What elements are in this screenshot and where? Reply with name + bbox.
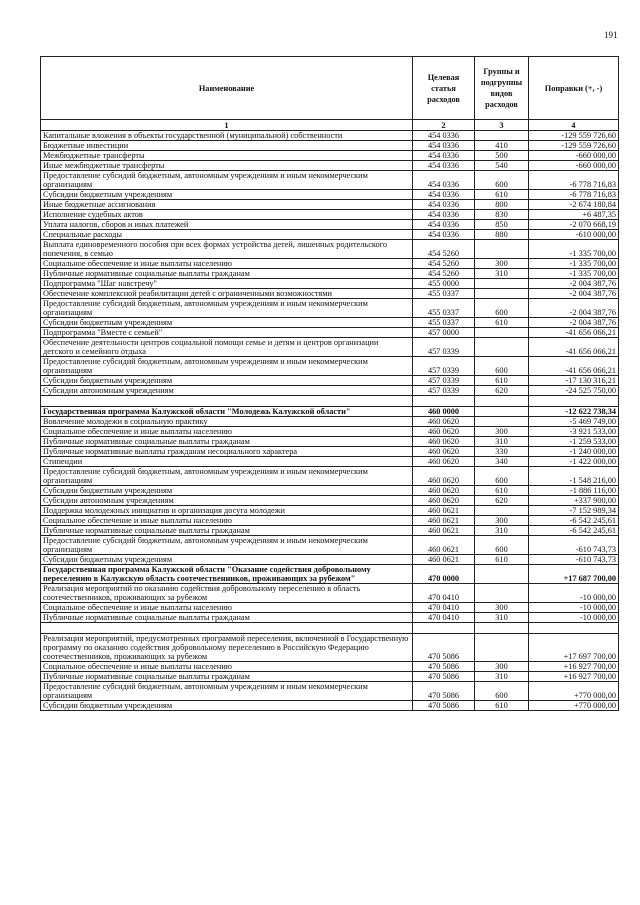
- row-expense-group: 610: [475, 486, 529, 496]
- row-amount: -3 921 533,00: [529, 427, 619, 437]
- row-amount: -2 004 387,76: [529, 289, 619, 299]
- row-amount: -1 335 700,00: [529, 269, 619, 279]
- row-name: Межбюджетные трансферты: [41, 151, 413, 161]
- row-target-code: 470 5086: [413, 634, 475, 662]
- table-row: [41, 141, 619, 151]
- row-expense-group: 310: [475, 526, 529, 536]
- row-amount: +16 927 700,00: [529, 662, 619, 672]
- row-amount: -12 622 738,34: [529, 407, 619, 417]
- row-target-code: 460 0620: [413, 427, 475, 437]
- row-target-code: 470 5086: [413, 662, 475, 672]
- table-row: [41, 634, 619, 662]
- row-amount: -41 656 066,21: [529, 357, 619, 376]
- row-amount: -129 559 726,60: [529, 131, 619, 141]
- row-name: Выплата единовременного пособия при всех формах устройства детей, лишенных родительского попечения, в семью: [41, 240, 413, 259]
- row-expense-group: [475, 328, 529, 338]
- row-name: Социальное обеспечение и иные выплаты населению: [41, 662, 413, 672]
- row-name: Вовлечение молодежи в социальную практику: [41, 417, 413, 427]
- row-name: Субсидии автономным учреждениям: [41, 386, 413, 396]
- table-row: [41, 151, 619, 161]
- row-target-code: 460 0000: [413, 407, 475, 417]
- row-amount: -41 656 066,21: [529, 328, 619, 338]
- row-expense-group: 600: [475, 467, 529, 486]
- row-expense-group: 600: [475, 299, 529, 318]
- row-name: Субсидии бюджетным учреждениям: [41, 376, 413, 386]
- table-row: [41, 357, 619, 376]
- table-body: [41, 131, 619, 711]
- row-amount: -10 000,00: [529, 584, 619, 603]
- table-row: [41, 467, 619, 486]
- budget-amendments-table: [40, 56, 619, 711]
- row-expense-group: [475, 565, 529, 584]
- row-amount: -2 004 387,76: [529, 299, 619, 318]
- row-name: Подпрограмма "Вместе с семьей": [41, 328, 413, 338]
- row-target-code: 454 5260: [413, 259, 475, 269]
- row-amount: -2 070 668,19: [529, 220, 619, 230]
- row-amount: -6 778 716,83: [529, 171, 619, 190]
- row-target-code: 454 0336: [413, 141, 475, 151]
- table-row: [41, 338, 619, 357]
- row-amount: -1 240 000,00: [529, 447, 619, 457]
- row-expense-group: 500: [475, 151, 529, 161]
- row-target-code: 457 0000: [413, 328, 475, 338]
- header-col-number: 1: [41, 120, 413, 131]
- row-name: Подпрограмма "Шаг навстречу": [41, 279, 413, 289]
- table-row: [41, 682, 619, 701]
- row-amount: -17 130 316,21: [529, 376, 619, 386]
- row-name: Стипендии: [41, 457, 413, 467]
- row-target-code: 460 0620: [413, 486, 475, 496]
- row-amount: -6 778 716,83: [529, 190, 619, 200]
- table-row: [41, 230, 619, 240]
- row-expense-group: 330: [475, 447, 529, 457]
- row-name: Публичные нормативные социальные выплаты гражданам: [41, 613, 413, 623]
- table-row: [41, 506, 619, 516]
- row-target-code: 454 0336: [413, 220, 475, 230]
- row-amount: -2 004 387,76: [529, 279, 619, 289]
- row-target-code: 460 0621: [413, 555, 475, 565]
- row-name: Реализация мероприятий, предусмотренных программой переселения, включенной в Государственную программу по оказанию содействия добровольному переселению в Российскую Федерацию соотечественников, проживающих за рубежом: [41, 634, 413, 662]
- row-target-code: 454 0336: [413, 151, 475, 161]
- row-amount: -6 542 245,61: [529, 526, 619, 536]
- row-amount: -1 335 700,00: [529, 259, 619, 269]
- row-amount: -1 886 116,00: [529, 486, 619, 496]
- row-name: Предоставление субсидий бюджетным, автономным учреждениям и иным некоммерческим организациям: [41, 536, 413, 555]
- row-expense-group: 620: [475, 496, 529, 506]
- row-expense-group: 880: [475, 230, 529, 240]
- row-target-code: 470 5086: [413, 701, 475, 711]
- row-name: Государственная программа Калужской области "Молодежь Калужской области": [41, 407, 413, 417]
- table-row: [41, 417, 619, 427]
- row-amount: -7 152 989,34: [529, 506, 619, 516]
- row-name: Публичные нормативные социальные выплаты гражданам: [41, 526, 413, 536]
- row-amount: -10 000,00: [529, 603, 619, 613]
- row-name: Государственная программа Калужской области "Оказание содействия добровольному переселению в Калужскую область соотечественников, проживающих за рубежом": [41, 565, 413, 584]
- row-name: Социальное обеспечение и иные выплаты населению: [41, 516, 413, 526]
- row-target-code: 460 0620: [413, 447, 475, 457]
- row-expense-group: 830: [475, 210, 529, 220]
- row-amount: +770 000,00: [529, 701, 619, 711]
- row-expense-group: 300: [475, 603, 529, 613]
- table-row: [41, 603, 619, 613]
- empty-cell: [413, 623, 475, 634]
- row-name: Предоставление субсидий бюджетным, автономным учреждениям и иным некоммерческим организациям: [41, 467, 413, 486]
- row-name: Субсидии бюджетным учреждениям: [41, 555, 413, 565]
- row-expense-group: 540: [475, 161, 529, 171]
- row-name: Предоставление субсидий бюджетным, автономным учреждениям и иным некоммерческим организациям: [41, 682, 413, 701]
- row-name: Публичные нормативные выплаты гражданам несоциального характера: [41, 447, 413, 457]
- table-row: [41, 171, 619, 190]
- table-row: [41, 565, 619, 584]
- row-name: Специальные расходы: [41, 230, 413, 240]
- row-name: Субсидии бюджетным учреждениям: [41, 318, 413, 328]
- table-row: [41, 376, 619, 386]
- row-name: Публичные нормативные социальные выплаты гражданам: [41, 437, 413, 447]
- empty-cell: [529, 396, 619, 407]
- row-target-code: 454 0336: [413, 131, 475, 141]
- row-expense-group: 600: [475, 171, 529, 190]
- row-amount: +16 927 700,00: [529, 672, 619, 682]
- row-name: Исполнение судебных актов: [41, 210, 413, 220]
- header-expense-groups: Группы и подгруппы видов расходов: [475, 57, 529, 120]
- row-amount: +337 900,00: [529, 496, 619, 506]
- row-expense-group: 310: [475, 613, 529, 623]
- row-expense-group: 300: [475, 259, 529, 269]
- row-expense-group: 300: [475, 662, 529, 672]
- row-name: Субсидии автономным учреждениям: [41, 496, 413, 506]
- table-row: [41, 210, 619, 220]
- row-expense-group: 310: [475, 269, 529, 279]
- table-row: [41, 289, 619, 299]
- table-row: [41, 190, 619, 200]
- row-target-code: 454 0336: [413, 200, 475, 210]
- row-name: Публичные нормативные социальные выплаты гражданам: [41, 672, 413, 682]
- header-col-number: 2: [413, 120, 475, 131]
- row-target-code: 455 0000: [413, 279, 475, 289]
- table-row: [41, 131, 619, 141]
- row-amount: -660 000,00: [529, 151, 619, 161]
- table-row: [41, 555, 619, 565]
- row-name: Иные бюджетные ассигнования: [41, 200, 413, 210]
- row-amount: -129 559 726,60: [529, 141, 619, 151]
- row-target-code: 454 0336: [413, 171, 475, 190]
- table-row: [41, 427, 619, 437]
- row-target-code: 470 0410: [413, 603, 475, 613]
- table-row: [41, 299, 619, 318]
- row-target-code: 460 0620: [413, 467, 475, 486]
- row-expense-group: 620: [475, 386, 529, 396]
- table-row: [41, 613, 619, 623]
- row-target-code: 460 0621: [413, 526, 475, 536]
- row-name: Субсидии бюджетным учреждениям: [41, 190, 413, 200]
- row-target-code: 470 5086: [413, 682, 475, 701]
- row-amount: -2 004 387,76: [529, 318, 619, 328]
- row-expense-group: 310: [475, 437, 529, 447]
- row-name: Социальное обеспечение и иные выплаты населению: [41, 603, 413, 613]
- table-row: [41, 516, 619, 526]
- table-row: [41, 407, 619, 417]
- row-name: Реализация мероприятий по оказанию содействия добровольному переселению в область соотечественников, проживающих за рубежом: [41, 584, 413, 603]
- row-amount: -10 000,00: [529, 613, 619, 623]
- empty-cell: [41, 623, 413, 634]
- table-row: [41, 662, 619, 672]
- row-expense-group: [475, 407, 529, 417]
- row-target-code: 454 5260: [413, 240, 475, 259]
- row-expense-group: 300: [475, 427, 529, 437]
- row-name: Субсидии бюджетным учреждениям: [41, 701, 413, 711]
- table-row: [41, 318, 619, 328]
- row-target-code: 457 0339: [413, 386, 475, 396]
- row-target-code: 470 0410: [413, 584, 475, 603]
- table-row: [41, 269, 619, 279]
- row-name: Социальное обеспечение и иные выплаты населению: [41, 427, 413, 437]
- row-target-code: 460 0620: [413, 437, 475, 447]
- row-target-code: 470 0410: [413, 613, 475, 623]
- header-col-number: 4: [529, 120, 619, 131]
- row-amount: -1 422 000,00: [529, 457, 619, 467]
- table-row: [41, 161, 619, 171]
- row-target-code: 460 0620: [413, 417, 475, 427]
- table-row: [41, 328, 619, 338]
- table-row: [41, 672, 619, 682]
- row-amount: -5 469 749,00: [529, 417, 619, 427]
- row-amount: -2 674 180,84: [529, 200, 619, 210]
- table-row: [41, 279, 619, 289]
- row-amount: -610 000,00: [529, 230, 619, 240]
- table-row: [41, 447, 619, 457]
- table-row: [41, 386, 619, 396]
- table-row: [41, 536, 619, 555]
- row-amount: +6 487,35: [529, 210, 619, 220]
- table-row: [41, 701, 619, 711]
- row-amount: -6 542 245,61: [529, 516, 619, 526]
- row-expense-group: [475, 584, 529, 603]
- row-expense-group: 610: [475, 318, 529, 328]
- row-amount: +17 687 700,00: [529, 565, 619, 584]
- row-amount: -24 525 750,00: [529, 386, 619, 396]
- row-amount: +17 697 700,00: [529, 634, 619, 662]
- table-row: [41, 200, 619, 210]
- row-target-code: 460 0621: [413, 516, 475, 526]
- row-name: Капитальные вложения в объекты государственной (муниципальной) собственности: [41, 131, 413, 141]
- row-expense-group: [475, 417, 529, 427]
- row-target-code: 460 0620: [413, 457, 475, 467]
- row-target-code: 457 0339: [413, 357, 475, 376]
- row-expense-group: [475, 240, 529, 259]
- row-target-code: 455 0337: [413, 318, 475, 328]
- row-amount: -610 743,73: [529, 555, 619, 565]
- row-target-code: 455 0337: [413, 299, 475, 318]
- table-row: [41, 526, 619, 536]
- row-expense-group: 610: [475, 190, 529, 200]
- header-name: Наименование: [41, 57, 413, 120]
- row-expense-group: [475, 338, 529, 357]
- table-row: [41, 220, 619, 230]
- row-expense-group: 850: [475, 220, 529, 230]
- row-target-code: 460 0621: [413, 536, 475, 555]
- row-expense-group: 410: [475, 141, 529, 151]
- row-target-code: 457 0339: [413, 338, 475, 357]
- row-target-code: 454 0336: [413, 161, 475, 171]
- row-name: Предоставление субсидий бюджетным, автономным учреждениям и иным некоммерческим организациям: [41, 299, 413, 318]
- table-row: [41, 496, 619, 506]
- row-target-code: 457 0339: [413, 376, 475, 386]
- row-name: Поддержка молодежных инициатив и организация досуга молодежи: [41, 506, 413, 516]
- row-expense-group: [475, 634, 529, 662]
- row-name: Публичные нормативные социальные выплаты гражданам: [41, 269, 413, 279]
- row-amount: -660 000,00: [529, 161, 619, 171]
- header-target-article: Целевая статья расходов: [413, 57, 475, 120]
- row-target-code: 454 0336: [413, 190, 475, 200]
- table-row: [41, 396, 619, 407]
- row-target-code: 470 5086: [413, 672, 475, 682]
- row-name: Социальное обеспечение и иные выплаты населению: [41, 259, 413, 269]
- row-target-code: 454 0336: [413, 210, 475, 220]
- row-name: Обеспечение деятельности центров социальной помощи семье и детям и центров организации детского и семейного отдыха: [41, 338, 413, 357]
- row-expense-group: [475, 279, 529, 289]
- row-amount: -41 656 066,21: [529, 338, 619, 357]
- row-expense-group: 800: [475, 200, 529, 210]
- row-expense-group: 310: [475, 672, 529, 682]
- row-name: Иные межбюджетные трансферты: [41, 161, 413, 171]
- row-name: Обеспечение комплексной реабилитации детей с ограниченными возможностями: [41, 289, 413, 299]
- row-expense-group: 340: [475, 457, 529, 467]
- header-col-number: 3: [475, 120, 529, 131]
- page-number: 191: [604, 30, 618, 40]
- table-row: [41, 457, 619, 467]
- row-expense-group: 610: [475, 701, 529, 711]
- row-name: Уплата налогов, сборов и иных платежей: [41, 220, 413, 230]
- row-amount: -610 743,73: [529, 536, 619, 555]
- row-name: Предоставление субсидий бюджетным, автономным учреждениям и иным некоммерческим организациям: [41, 357, 413, 376]
- row-amount: +770 000,00: [529, 682, 619, 701]
- table-row: [41, 437, 619, 447]
- row-expense-group: 300: [475, 516, 529, 526]
- row-target-code: 470 0000: [413, 565, 475, 584]
- empty-cell: [41, 396, 413, 407]
- row-expense-group: [475, 289, 529, 299]
- row-target-code: 460 0621: [413, 506, 475, 516]
- empty-cell: [413, 396, 475, 407]
- row-name: Предоставление субсидий бюджетным, автономным учреждениям и иным некоммерческим организациям: [41, 171, 413, 190]
- table-row: [41, 240, 619, 259]
- row-target-code: 454 0336: [413, 230, 475, 240]
- table-row: [41, 584, 619, 603]
- empty-cell: [475, 396, 529, 407]
- row-expense-group: [475, 506, 529, 516]
- row-target-code: 454 5260: [413, 269, 475, 279]
- row-expense-group: [475, 131, 529, 141]
- table-row: [41, 259, 619, 269]
- row-name: Субсидии бюджетным учреждениям: [41, 486, 413, 496]
- row-target-code: 460 0620: [413, 496, 475, 506]
- row-target-code: 455 0337: [413, 289, 475, 299]
- table-row: [41, 623, 619, 634]
- row-amount: -1 335 700,00: [529, 240, 619, 259]
- header-amendments: Поправки (+, -): [529, 57, 619, 120]
- empty-cell: [475, 623, 529, 634]
- row-expense-group: 610: [475, 376, 529, 386]
- row-expense-group: 610: [475, 555, 529, 565]
- empty-cell: [529, 623, 619, 634]
- row-expense-group: 600: [475, 682, 529, 701]
- row-expense-group: 600: [475, 536, 529, 555]
- row-amount: -1 548 216,00: [529, 467, 619, 486]
- table-row: [41, 486, 619, 496]
- row-amount: -1 259 533,00: [529, 437, 619, 447]
- row-name: Бюджетные инвестиции: [41, 141, 413, 151]
- row-expense-group: 600: [475, 357, 529, 376]
